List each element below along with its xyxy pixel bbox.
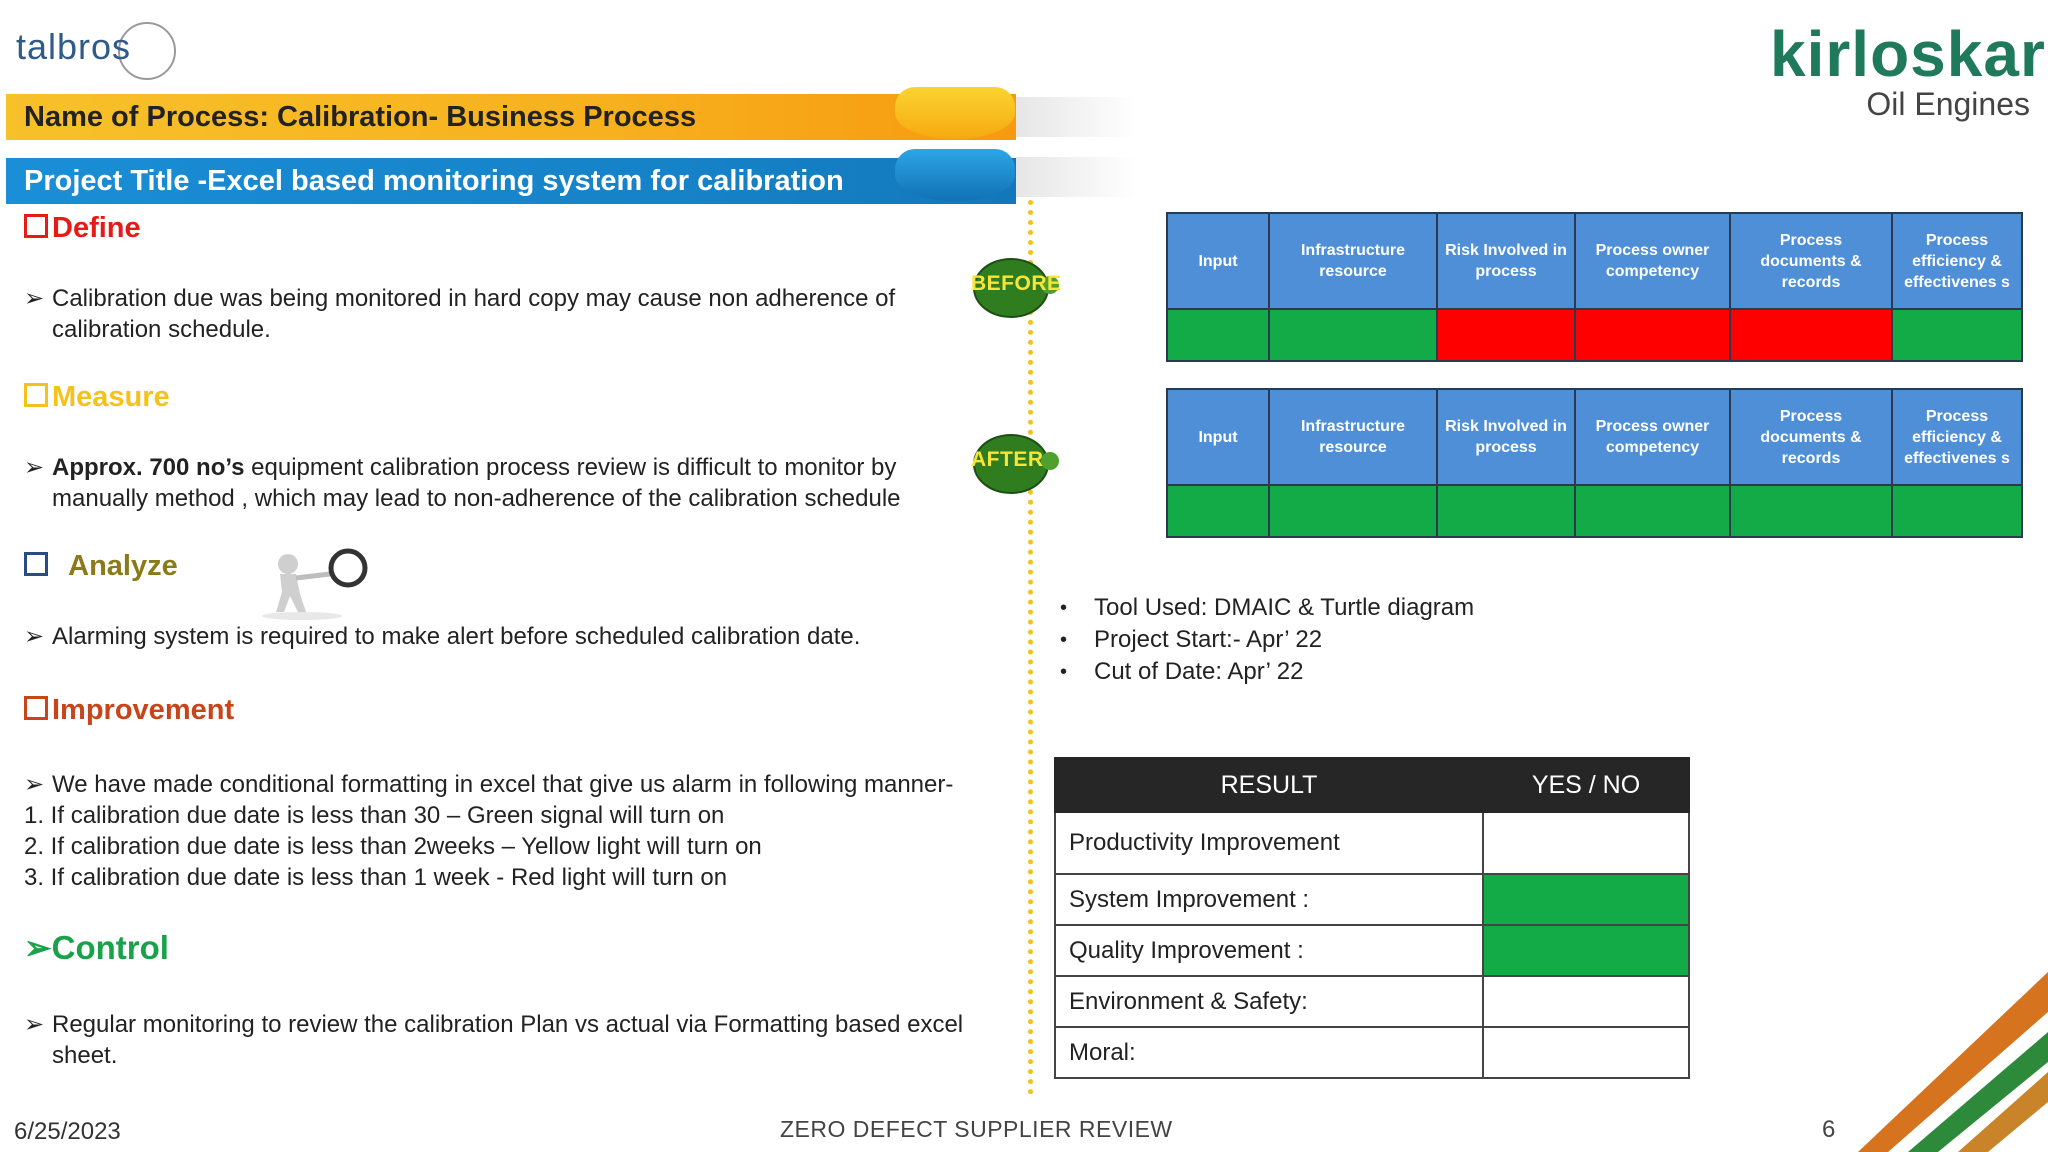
analyze-heading [24,550,178,583]
control-heading [24,928,169,967]
turtle-header-cell: Input [1167,389,1269,485]
arrow-bullet-icon: ➢ [24,1011,45,1038]
table-row [1055,925,1689,976]
kirloskar-logo-subtitle: Oil Engines [1866,86,2030,122]
result-status-cell [1483,812,1689,874]
status-cell [1437,485,1575,537]
turtle-header-cell: Process efficiency & effectivenes s [1892,213,2022,309]
results-table [1054,757,1690,1079]
table-row [1055,976,1689,1027]
talbros-logo [16,18,206,88]
define-heading-label: Define [52,212,141,244]
result-status-cell [1483,874,1689,925]
status-cell [1269,309,1437,361]
checkbox-square-icon [24,552,48,576]
status-cell [1575,309,1730,361]
improvement-heading-label: Improvement [52,694,235,726]
improvement-item-3: 3. If calibration due date is less than 1 week - Red light will turn on [24,864,728,891]
magnifier-figure-icon [240,548,380,620]
orange-banner-curl-icon [895,87,1015,139]
status-cell [1167,309,1269,361]
control-heading-label: Control [51,929,169,966]
arrow-bullet-icon: ➢ [24,454,45,481]
turtle-before-icon [955,240,1060,330]
turtle-before-header-row [1167,213,2022,309]
analyze-paragraph [24,621,860,652]
define-text-line1: Calibration due was being monitored in hard copy may cause non adherence of [52,285,896,312]
status-cell [1575,485,1730,537]
table-row [1055,874,1689,925]
turtle-header-cell: Process documents & records [1730,389,1892,485]
process-name-banner [6,94,1016,140]
arrow-bullet-icon: ➢ [24,285,45,312]
control-paragraph [24,1009,963,1071]
arrow-bullet-icon: ➢ [24,929,52,966]
analyze-heading-label: Analyze [68,550,178,582]
improvement-heading [24,694,234,727]
status-cell [1269,485,1437,537]
project-title-banner [6,158,1016,204]
turtle-before-label: BEFORE [971,272,1062,295]
turtle-after-header-row [1167,389,2022,485]
yes-no-column-header: YES / NO [1483,758,1689,812]
list-item: • Project Start:- Apr’ 22 [1060,624,1474,656]
project-info-list [1060,592,1474,688]
orange-banner-tail [1016,97,1136,137]
turtle-after-icon [955,416,1060,506]
measure-paragraph [24,452,901,514]
checkbox-square-icon [24,696,48,720]
kirloskar-logo-name: kirloskar [1770,18,2046,90]
kirloskar-logo [1770,18,2046,132]
measure-heading [24,381,170,414]
results-header-row [1055,758,1689,812]
measure-text-line1: equipment calibration process review is difficult to monitor by [244,454,897,481]
talbros-logo-text: talbros [16,26,132,67]
result-column-header: RESULT [1055,758,1483,812]
checkbox-square-icon [24,383,48,407]
turtle-header-cell: Process owner competency [1575,213,1730,309]
improvement-item-2: 2. If calibration due date is less than 2weeks – Yellow light will turn on [24,833,762,860]
status-cell [1730,309,1892,361]
turtle-after-table [1166,388,2023,538]
improvement-paragraph [24,769,953,893]
turtle-after-status-row [1167,485,2022,537]
table-row [1055,1027,1689,1078]
turtle-header-cell: Process efficiency & effectivenes s [1892,389,2022,485]
result-label: Moral: [1055,1027,1483,1078]
project-title-text: Project Title -Excel based monitoring system for calibration [24,164,844,197]
turtle-header-cell: Process owner competency [1575,389,1730,485]
blue-banner-tail [1016,157,1136,197]
status-cell [1892,485,2022,537]
process-name-text: Name of Process: Calibration- Business Process [24,100,697,133]
define-paragraph [24,283,895,345]
improvement-intro: We have made conditional formatting in excel that give us alarm in following manner- [52,771,954,798]
analyze-text: Alarming system is required to make alert before scheduled calibration date. [52,623,861,650]
list-item: • Cut of Date: Apr’ 22 [1060,656,1474,688]
table-row [1055,812,1689,874]
turtle-before-table [1166,212,2023,362]
corner-decoration-icon [1848,952,2048,1152]
turtle-header-cell: Risk Involved in process [1437,389,1575,485]
status-cell [1437,309,1575,361]
result-label: Quality Improvement : [1055,925,1483,976]
result-status-cell [1483,976,1689,1027]
blue-banner-curl-icon [895,149,1015,201]
define-text-line2: calibration schedule. [52,316,271,343]
footer-title: ZERO DEFECT SUPPLIER REVIEW [780,1116,1173,1142]
measure-heading-label: Measure [52,381,170,413]
result-label: Environment & Safety: [1055,976,1483,1027]
control-text-line1: Regular monitoring to review the calibration Plan vs actual via Formatting based excel [52,1011,964,1038]
result-status-cell [1483,925,1689,976]
measure-text-line2: manually method , which may lead to non-adherence of the calibration schedule [52,485,901,512]
define-heading [24,212,141,245]
checkbox-square-icon [24,214,48,238]
status-cell [1730,485,1892,537]
result-label: Productivity Improvement [1055,812,1483,874]
list-item: • Tool Used: DMAIC & Turtle diagram [1060,592,1474,624]
page-number: 6 [1822,1116,1836,1143]
turtle-header-cell: Infrastructure resource [1269,213,1437,309]
arrow-bullet-icon: ➢ [24,623,45,650]
turtle-before-status-row [1167,309,2022,361]
turtle-header-cell: Input [1167,213,1269,309]
dotted-divider [1028,200,1033,1095]
status-cell [1892,309,2022,361]
turtle-after-label: AFTER [971,448,1044,471]
status-cell [1167,485,1269,537]
footer-date: 6/25/2023 [14,1118,121,1145]
turtle-header-cell: Process documents & records [1730,213,1892,309]
result-label: System Improvement : [1055,874,1483,925]
measure-bold-text: Approx. 700 no’s [52,454,245,481]
arrow-bullet-icon: ➢ [24,771,45,798]
improvement-item-1: 1. If calibration due date is less than 30 – Green signal will turn on [24,802,725,829]
control-text-line2: sheet. [52,1042,118,1069]
result-status-cell [1483,1027,1689,1078]
turtle-head [1041,452,1059,470]
turtle-header-cell: Infrastructure resource [1269,389,1437,485]
turtle-header-cell: Risk Involved in process [1437,213,1575,309]
